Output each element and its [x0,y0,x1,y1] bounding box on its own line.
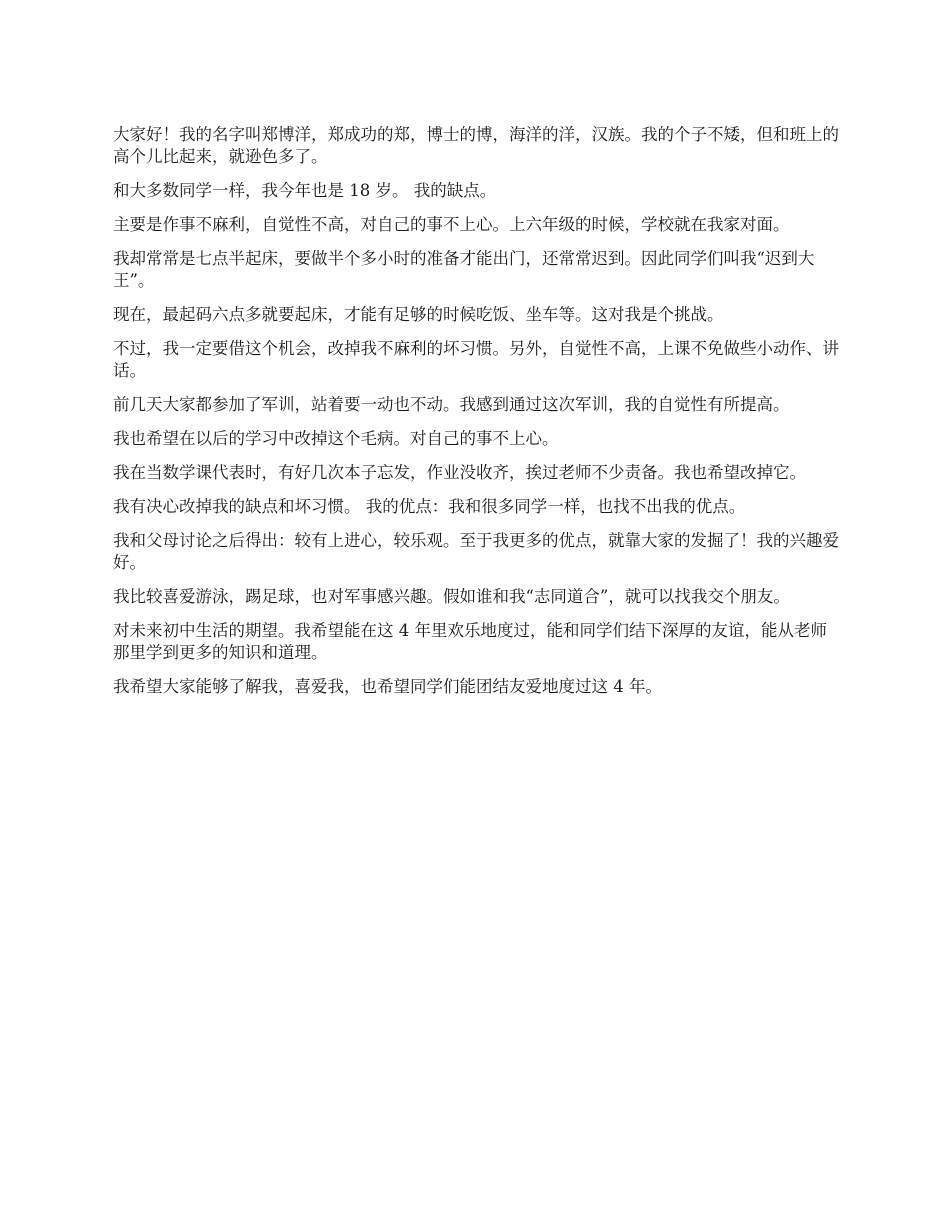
paragraph: 我比较喜爱游泳，踢足球，也对军事感兴趣。假如谁和我“志同道合”，就可以找我交个朋友。 [113,587,790,606]
paragraph: 我希望大家能够了解我，喜爱我，也希望同学们能团结友爱地度过这 4 年。 [113,677,662,696]
paragraph: 主要是作事不麻利，自觉性不高，对自己的事不上心。上六年级的时候，学校就在我家对面。 [113,215,790,234]
paragraph: 不过，我一定要借这个机会，改掉我不麻利的坏习惯。另外，自觉性不高，上课不免做些小动作、讲话。 [113,339,839,380]
paragraph: 我和父母讨论之后得出：较有上进心，较乐观。至于我更多的优点，就靠大家的发掘了！我的兴趣爱好。 [113,531,839,572]
paragraph: 我有决心改掉我的缺点和坏习惯。 我的优点：我和很多同学一样，也找不出我的优点。 [113,497,746,516]
paragraph: 大家好！我的名字叫郑博洋，郑成功的郑，博士的博，海洋的洋，汉族。我的个子不矮，但和班上的高个儿比起来，就逊色多了。 [113,125,839,166]
paragraph: 和大多数同学一样，我今年也是 18 岁。 我的缺点。 [113,181,497,200]
paragraph: 前几天大家都参加了军训，站着要一动也不动。我感到通过这次军训，我的自觉性有所提高。 [113,395,790,414]
paragraph: 我却常常是七点半起床，要做半个多小时的准备才能出门，还常常迟到。因此同学们叫我“迟到大王”。 [113,249,815,290]
paragraph: 我在当数学课代表时，有好几次本子忘发，作业没收齐，挨过老师不少责备。我也希望改掉它。 [113,463,806,482]
paragraph: 现在，最起码六点多就要起床，才能有足够的时候吃饭、坐车等。这对我是个挑战。 [113,305,724,324]
paragraph: 我也希望在以后的学习中改掉这个毛病。对自己的事不上心。 [113,429,559,448]
paragraph: 对未来初中生活的期望。我希望能在这 4 年里欢乐地度过，能和同学们结下深厚的友谊，能从老师那里学到更多的知识和道理。 [113,621,827,662]
document-body [113,124,841,710]
